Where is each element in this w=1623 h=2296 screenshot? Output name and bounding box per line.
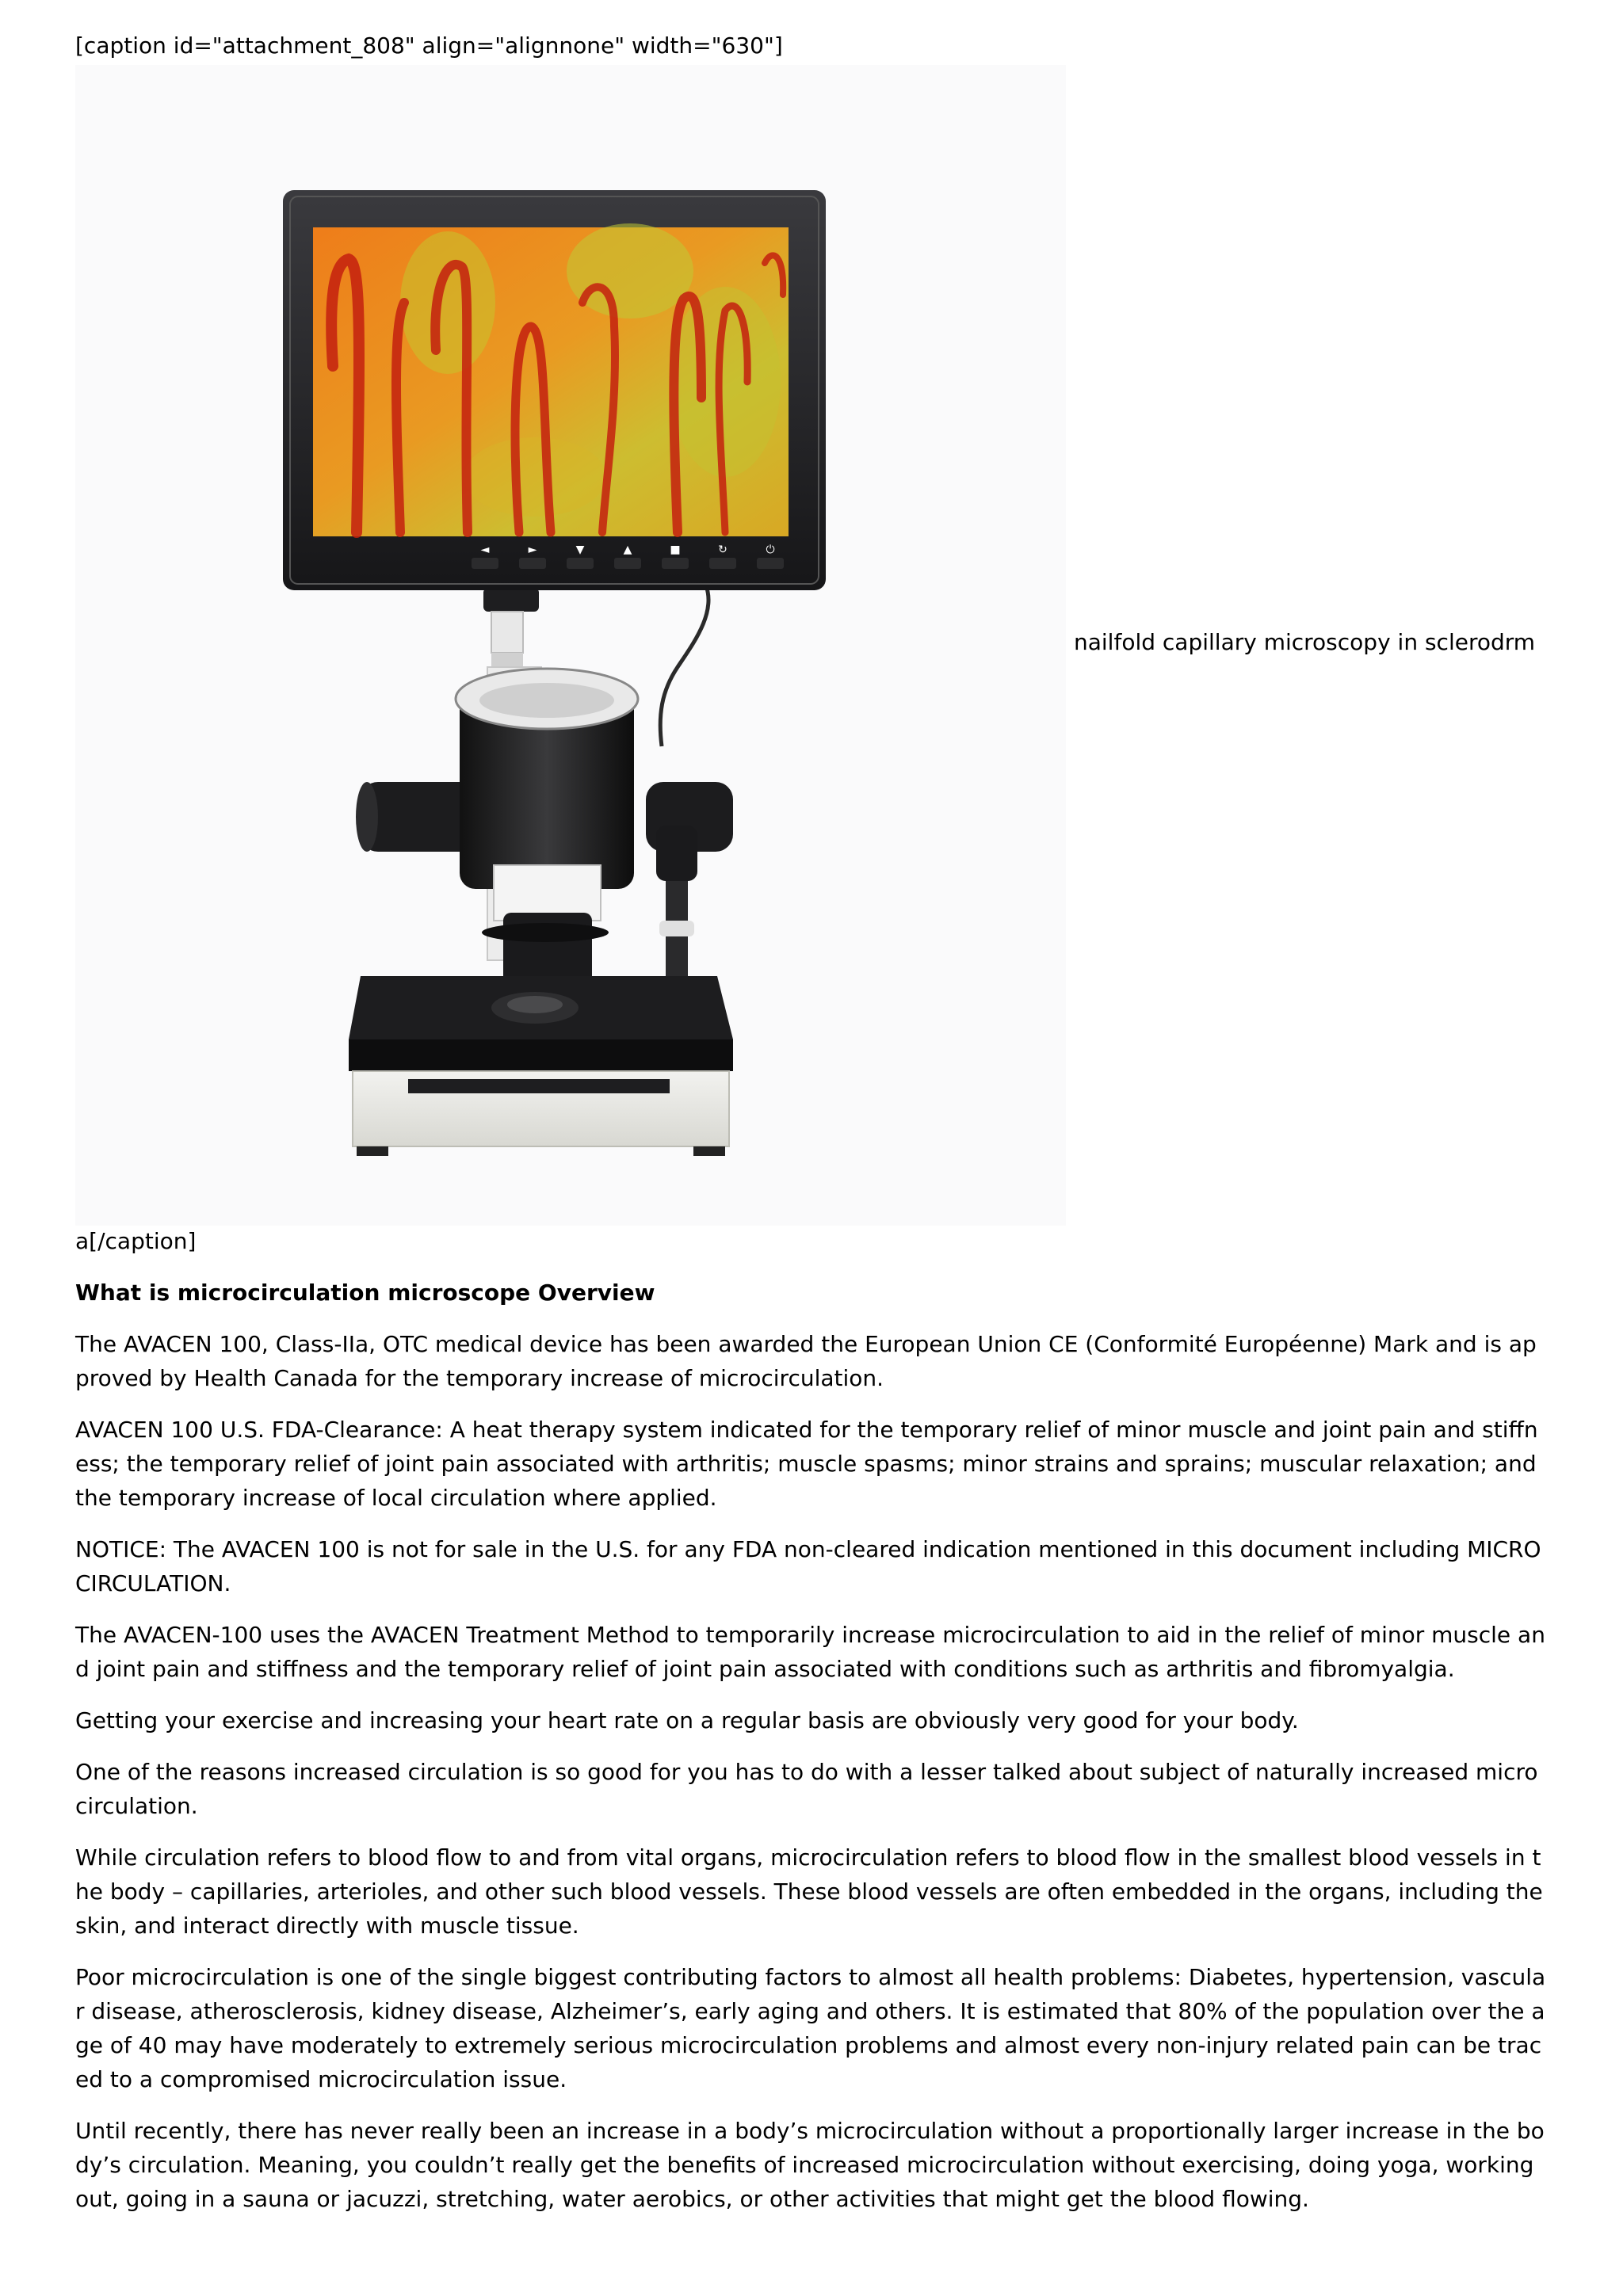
image-caption-text: nailfold capillary microscopy in sclerodrm [1074,629,1536,655]
article-paragraph: The AVACEN 100, Class-IIa, OTC medical device has been awarded the European Union CE (Conformité Européenne) Mark and is approved by Health Canada for the temporary increase of microcirculation. [75,1331,1537,1391]
microscope-image [75,65,1066,1226]
monitor-button-right-icon: ► [528,543,537,556]
article-paragraph: NOTICE: The AVACEN 100 is not for sale in the U.S. for any FDA non-cleared indication mentioned in this document including MICROCIRCULATION. [75,1536,1541,1596]
article-paragraph: Until recently, there has never really been an increase in a body’s microcirculation without a proportionally larger increase in the body’s circulation. Meaning, you couldn’t really get the benefits of increased microcirculation without exercising, doing yoga, working out, going in a sauna or jacuzzi, stretching, water aerobics, or other activities that might get the blood flowing. [75,2118,1545,2212]
monitor-button-menu-icon: ■ [670,543,681,556]
caption-open-shortcode: [caption id="attachment_808" align="alignnone" width="630"] [75,32,783,59]
article-paragraph: One of the reasons increased circulation is so good for you has to do with a lesser talked about subject of naturally increased microcirculation. [75,1759,1538,1819]
article-paragraph: While circulation refers to blood flow to and from vital organs, microcirculation refers to blood flow in the smallest blood vessels in the body – capillaries, arterioles, and other such blood vessels. These blood vessels are often embedded in the organs, including the skin, and interact directly with muscle tissue. [75,1844,1543,1939]
article-paragraph: Poor microcirculation is one of the single biggest contributing factors to almost all health problems: Diabetes, hypertension, vascular disease, atherosclerosis, kidney disease, Alzheimer’s, early aging and others. It is estimated that 80% of the population over the age of 40 may have moderately to extremely serious microcirculation problems and almost every non-injury related pain can be traced to a compromised microcirculation issue. [75,1964,1546,2092]
monitor-button-power-icon: ⏻ [766,543,775,556]
article-paragraph: AVACEN 100 U.S. FDA-Clearance: A heat therapy system indicated for the temporary relief of minor muscle and joint pain and stiffness; the temporary relief of joint pain associated with arthritis; muscle spasms; minor strains and sprains; muscular relaxation; and the temporary increase of local circulation where applied. [75,1417,1538,1511]
article-paragraph: The AVACEN-100 uses the AVACEN Treatment Method to temporarily increase microcirculation to aid in the relief of minor muscle and joint pain and stiffness and the temporary relief of joint pain associated with conditions such as arthritis and fibromyalgia. [75,1622,1545,1682]
article-heading: What is microcirculation microscope Overview [75,1280,655,1306]
monitor-button-down-icon: ▼ [575,543,585,556]
article-paragraph: Getting your exercise and increasing your heart rate on a regular basis are obviously very good for your body. [75,1707,1299,1733]
monitor-button-up-icon: ▲ [623,543,632,556]
article-body [75,1276,1549,2233]
monitor-button-left-icon: ◄ [480,543,490,556]
caption-close-shortcode: a[/caption] [75,1228,197,1254]
monitor-button-source-icon: ↻ [718,543,727,556]
